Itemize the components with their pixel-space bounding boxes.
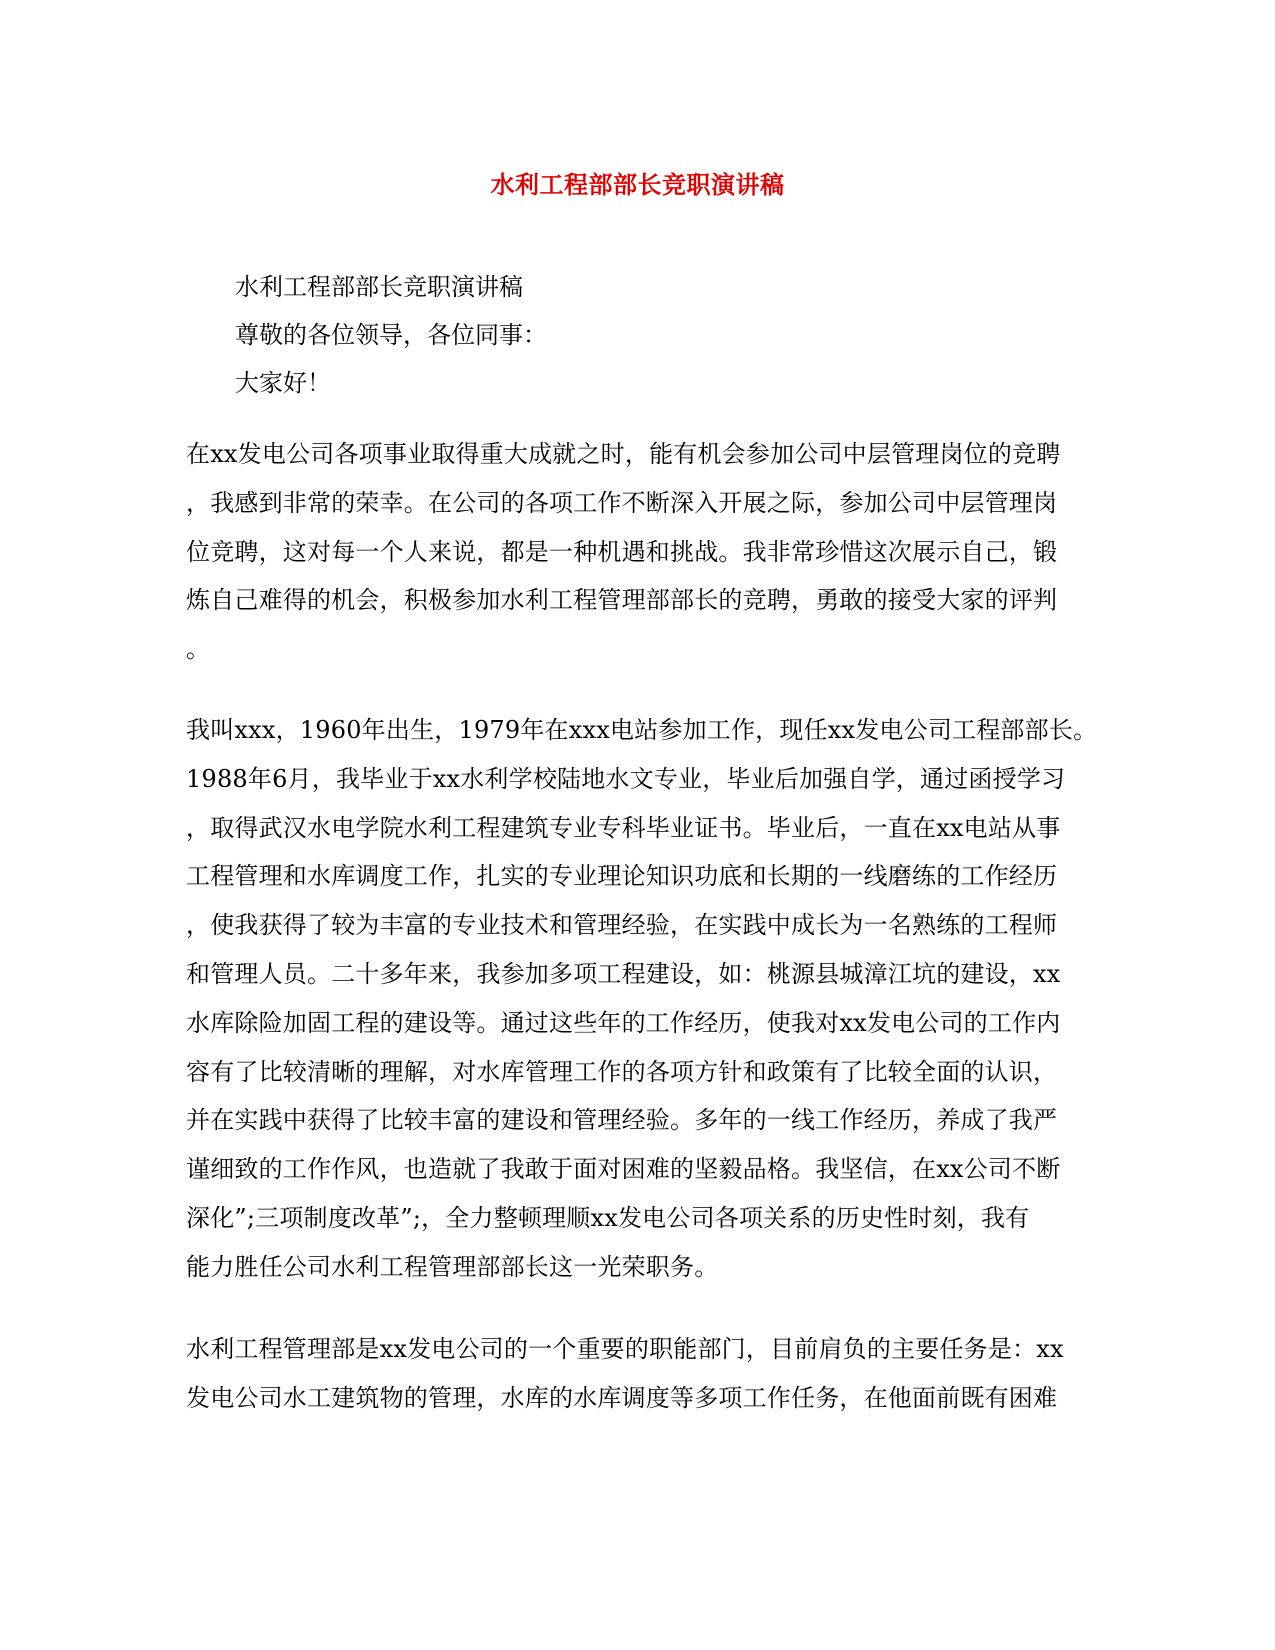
- paragraph-line: 和管理人员。二十多年来，我参加多项工程建设，如：桃源县城漳江坑的建设，xx: [186, 959, 1061, 988]
- intro-block: [235, 263, 1135, 407]
- paragraph-line: 在xx发电公司各项事业取得重大成就之时，能有机会参加公司中层管理岗位的竞聘: [186, 440, 1061, 468]
- paragraph-line: 谨细致的工作作风，也造就了我敢于面对困难的坚毅品格。我坚信，在xx公司不断: [186, 1155, 1061, 1184]
- greeting: 大家好！: [235, 369, 331, 397]
- paragraph-line: 炼自己难得的机会，积极参加水利工程管理部部长的竞聘，勇敢的接受大家的评判: [186, 586, 1058, 615]
- intro-heading: 水利工程部部长竞职演讲稿: [235, 273, 523, 301]
- paragraph-line: 水利工程管理部是xx发电公司的一个重要的职能部门，目前肩负的主要任务是：xx: [186, 1335, 1064, 1363]
- paragraph-line: 能力胜任公司水利工程管理部部长这一光荣职务。: [186, 1252, 719, 1281]
- salutation: 尊敬的各位领导，各位同事：: [235, 321, 547, 349]
- paragraph-line: ，我感到非常的荣幸。在公司的各项工作不断深入开展之际，参加公司中层管理岗: [186, 488, 1058, 517]
- paragraph-2: [186, 706, 1098, 1292]
- paragraph-line: 发电公司水工建筑物的管理，水库的水库调度等多项工作任务，在他面前既有困难: [186, 1383, 1058, 1412]
- paragraph-line: 1988年6月，我毕业于xx水利学校陆地水文专业，毕业后加强自学，通过函授学习: [186, 764, 1066, 793]
- document-title: 水利工程部部长竞职演讲稿: [490, 170, 785, 199]
- paragraph-line: 并在实践中获得了比较丰富的建设和管理经验。多年的一线工作经历，养成了我严: [186, 1106, 1058, 1135]
- paragraph-line: 我叫xxx，1960年出生，1979年在xxx电站参加工作，现任xx发电公司工程部部长。: [186, 716, 1098, 744]
- paragraph-1: [186, 430, 1086, 674]
- paragraph-3: [186, 1325, 1086, 1423]
- paragraph-line: ，取得武汉水电学院水利工程建筑专业专科毕业证书。毕业后，一直在xx电站从事: [186, 813, 1061, 842]
- paragraph-line: 容有了比较清晰的理解，对水库管理工作的各项方针和政策有了比较全面的认识，: [186, 1057, 1058, 1086]
- paragraph-line: 深化”;三项制度改革”;，全力整顿理顺xx发电公司各项关系的历史性时刻，我有: [186, 1203, 1030, 1232]
- paragraph-line: 。: [186, 635, 211, 664]
- paragraph-line: 工程管理和水库调度工作，扎实的专业理论知识功底和长期的一线磨练的工作经历: [186, 862, 1058, 891]
- paragraph-line: 位竞聘，这对每一个人来说，都是一种机遇和挑战。我非常珍惜这次展示自己，锻: [186, 537, 1058, 566]
- paragraph-line: 水库除险加固工程的建设等。通过这些年的工作经历，使我对xx发电公司的工作内: [186, 1008, 1061, 1037]
- paragraph-line: ，使我获得了较为丰富的专业技术和管理经验，在实践中成长为一名熟练的工程师: [186, 911, 1058, 940]
